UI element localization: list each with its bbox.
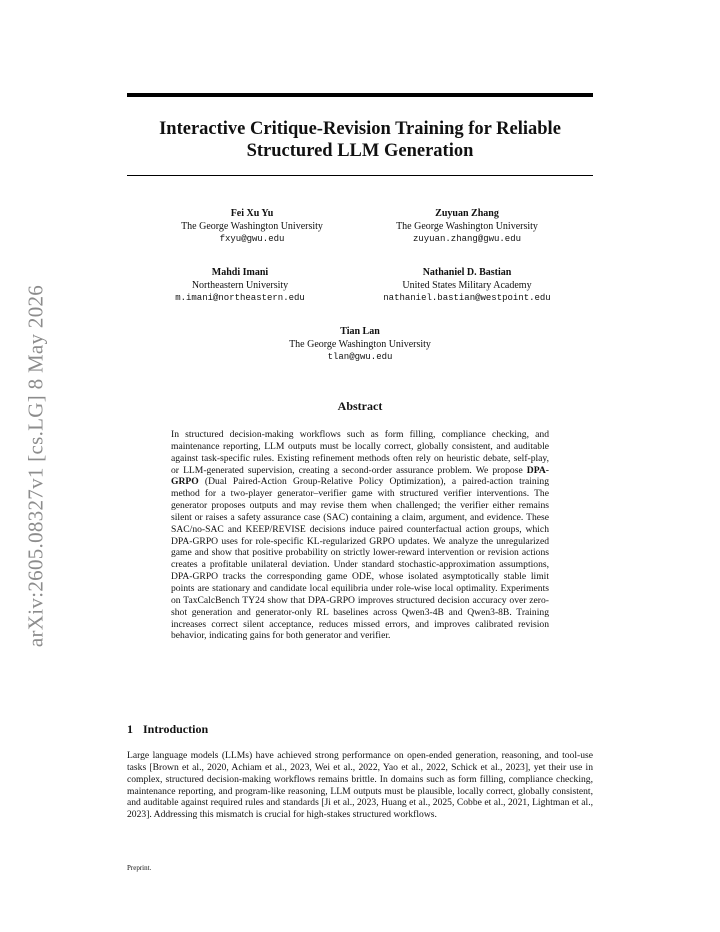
author-block: [337, 267, 597, 305]
abstract-text-start: In structured decision-making workflows such as form filling, compliance checking, and maintenance reporting, LLM outputs must be locally correct, globally consistent, and auditable against task-specific rules. Existing refinement methods often rely on heuristic debate, self-play, or LLM-generated supervision, creating a second-order assurance problem. We propose: [171, 429, 549, 476]
paper-title: [127, 118, 593, 162]
title-bottom-rule: [127, 175, 593, 176]
author-name: Zuyuan Zhang: [435, 208, 499, 219]
author-name: Tian Lan: [340, 326, 380, 337]
section-title: Introduction: [143, 722, 209, 736]
title-line-2: Structured LLM Generation: [246, 141, 474, 161]
abstract-text-end: (Dual Paired-Action Group-Relative Policy Optimization), a paired-action training method for a two-player generator–verifier game with structured verifier interventions. The generator proposes outputs and may revise them when challenged; the verifier either remains silent or raises a safety assurance case (SAC) containing a claim, argument, and evidence. These SAC/no-SAC and KEEP/REVISE decisions induce paired counterfactual action groups, which DPA-GRPO uses for role-specific KL-regularized GRPO updates. We analyze the unregularized game and show that positive probability on strictly lower-reward intervention or revision actions creates a profitable unilateral deviation. Under standard stochastic-approximation assumptions, DPA-GRPO tracks the corresponding game ODE, whose isolated asymptotically stable limit points are stationary and candidate local equilibria under role-wise local optimality. Experiments on TaxCalcBench TY24 show that DPA-GRPO improves structured decision accuracy over zero-shot generation and generator-only RL baselines across Qwen3-4B and Qwen3-8B. Training increases correct silent acceptance, reduces missed errors, and improves calibrated revision behavior, indicating gains for both generator and verifier.: [171, 476, 549, 642]
abstract-heading: Abstract: [337, 399, 383, 413]
author-email[interactable]: fxyu@gwu.edu: [219, 234, 285, 244]
section-number: 1: [127, 722, 133, 736]
author-affiliation: The George Washington University: [396, 220, 538, 232]
author-email[interactable]: m.imani@northeastern.edu: [175, 293, 305, 303]
author-affiliation: The George Washington University: [181, 220, 323, 232]
author-block: [120, 267, 360, 305]
author-affiliation: Northeastern University: [191, 279, 289, 291]
arxiv-identifier: arXiv:2605.08327v1 [cs.LG] 8 May 2026: [23, 284, 48, 648]
author-block: [132, 208, 372, 246]
section-heading: [127, 722, 208, 737]
author-block: [240, 326, 480, 364]
author-email[interactable]: nathaniel.bastian@westpoint.edu: [383, 293, 551, 303]
author-block: [347, 208, 587, 246]
footer-note: Preprint.: [127, 864, 152, 872]
abstract-body: [171, 429, 549, 642]
author-affiliation: United States Military Academy: [402, 279, 532, 291]
author-email[interactable]: tlan@gwu.edu: [327, 352, 393, 362]
title-line-1: Interactive Critique-Revision Training for Reliable: [159, 119, 561, 139]
intro-paragraph: Large language models (LLMs) have achieved strong performance on open-ended generation, reasoning, and tool-use tasks [Brown et al., 2020, Achiam et al., 2023, Wei et al., 2022, Yao et al., 2022, Schick et al., 2023], yet their use in complex, structured decision-making workflows remains brittle. In domains such as form filling, compliance checking, maintenance reporting, and program-like reasoning, LLM outputs must be plausible, locally correct, globally consistent, and auditable against required rules and standards [Ji et al., 2023, Huang et al., 2025, Cobbe et al., 2021, Lightman et al., 2023]. Addressing this mismatch is crucial for high-stakes structured workflows.: [127, 750, 593, 821]
title-top-rule: [127, 93, 593, 97]
method-name: DPA-GRPO: [171, 464, 549, 488]
author-name: Mahdi Imani: [211, 267, 269, 278]
author-affiliation: The George Washington University: [289, 338, 431, 350]
author-name: Nathaniel D. Bastian: [422, 267, 512, 278]
author-email[interactable]: zuyuan.zhang@gwu.edu: [412, 234, 522, 244]
author-name: Fei Xu Yu: [230, 208, 274, 219]
